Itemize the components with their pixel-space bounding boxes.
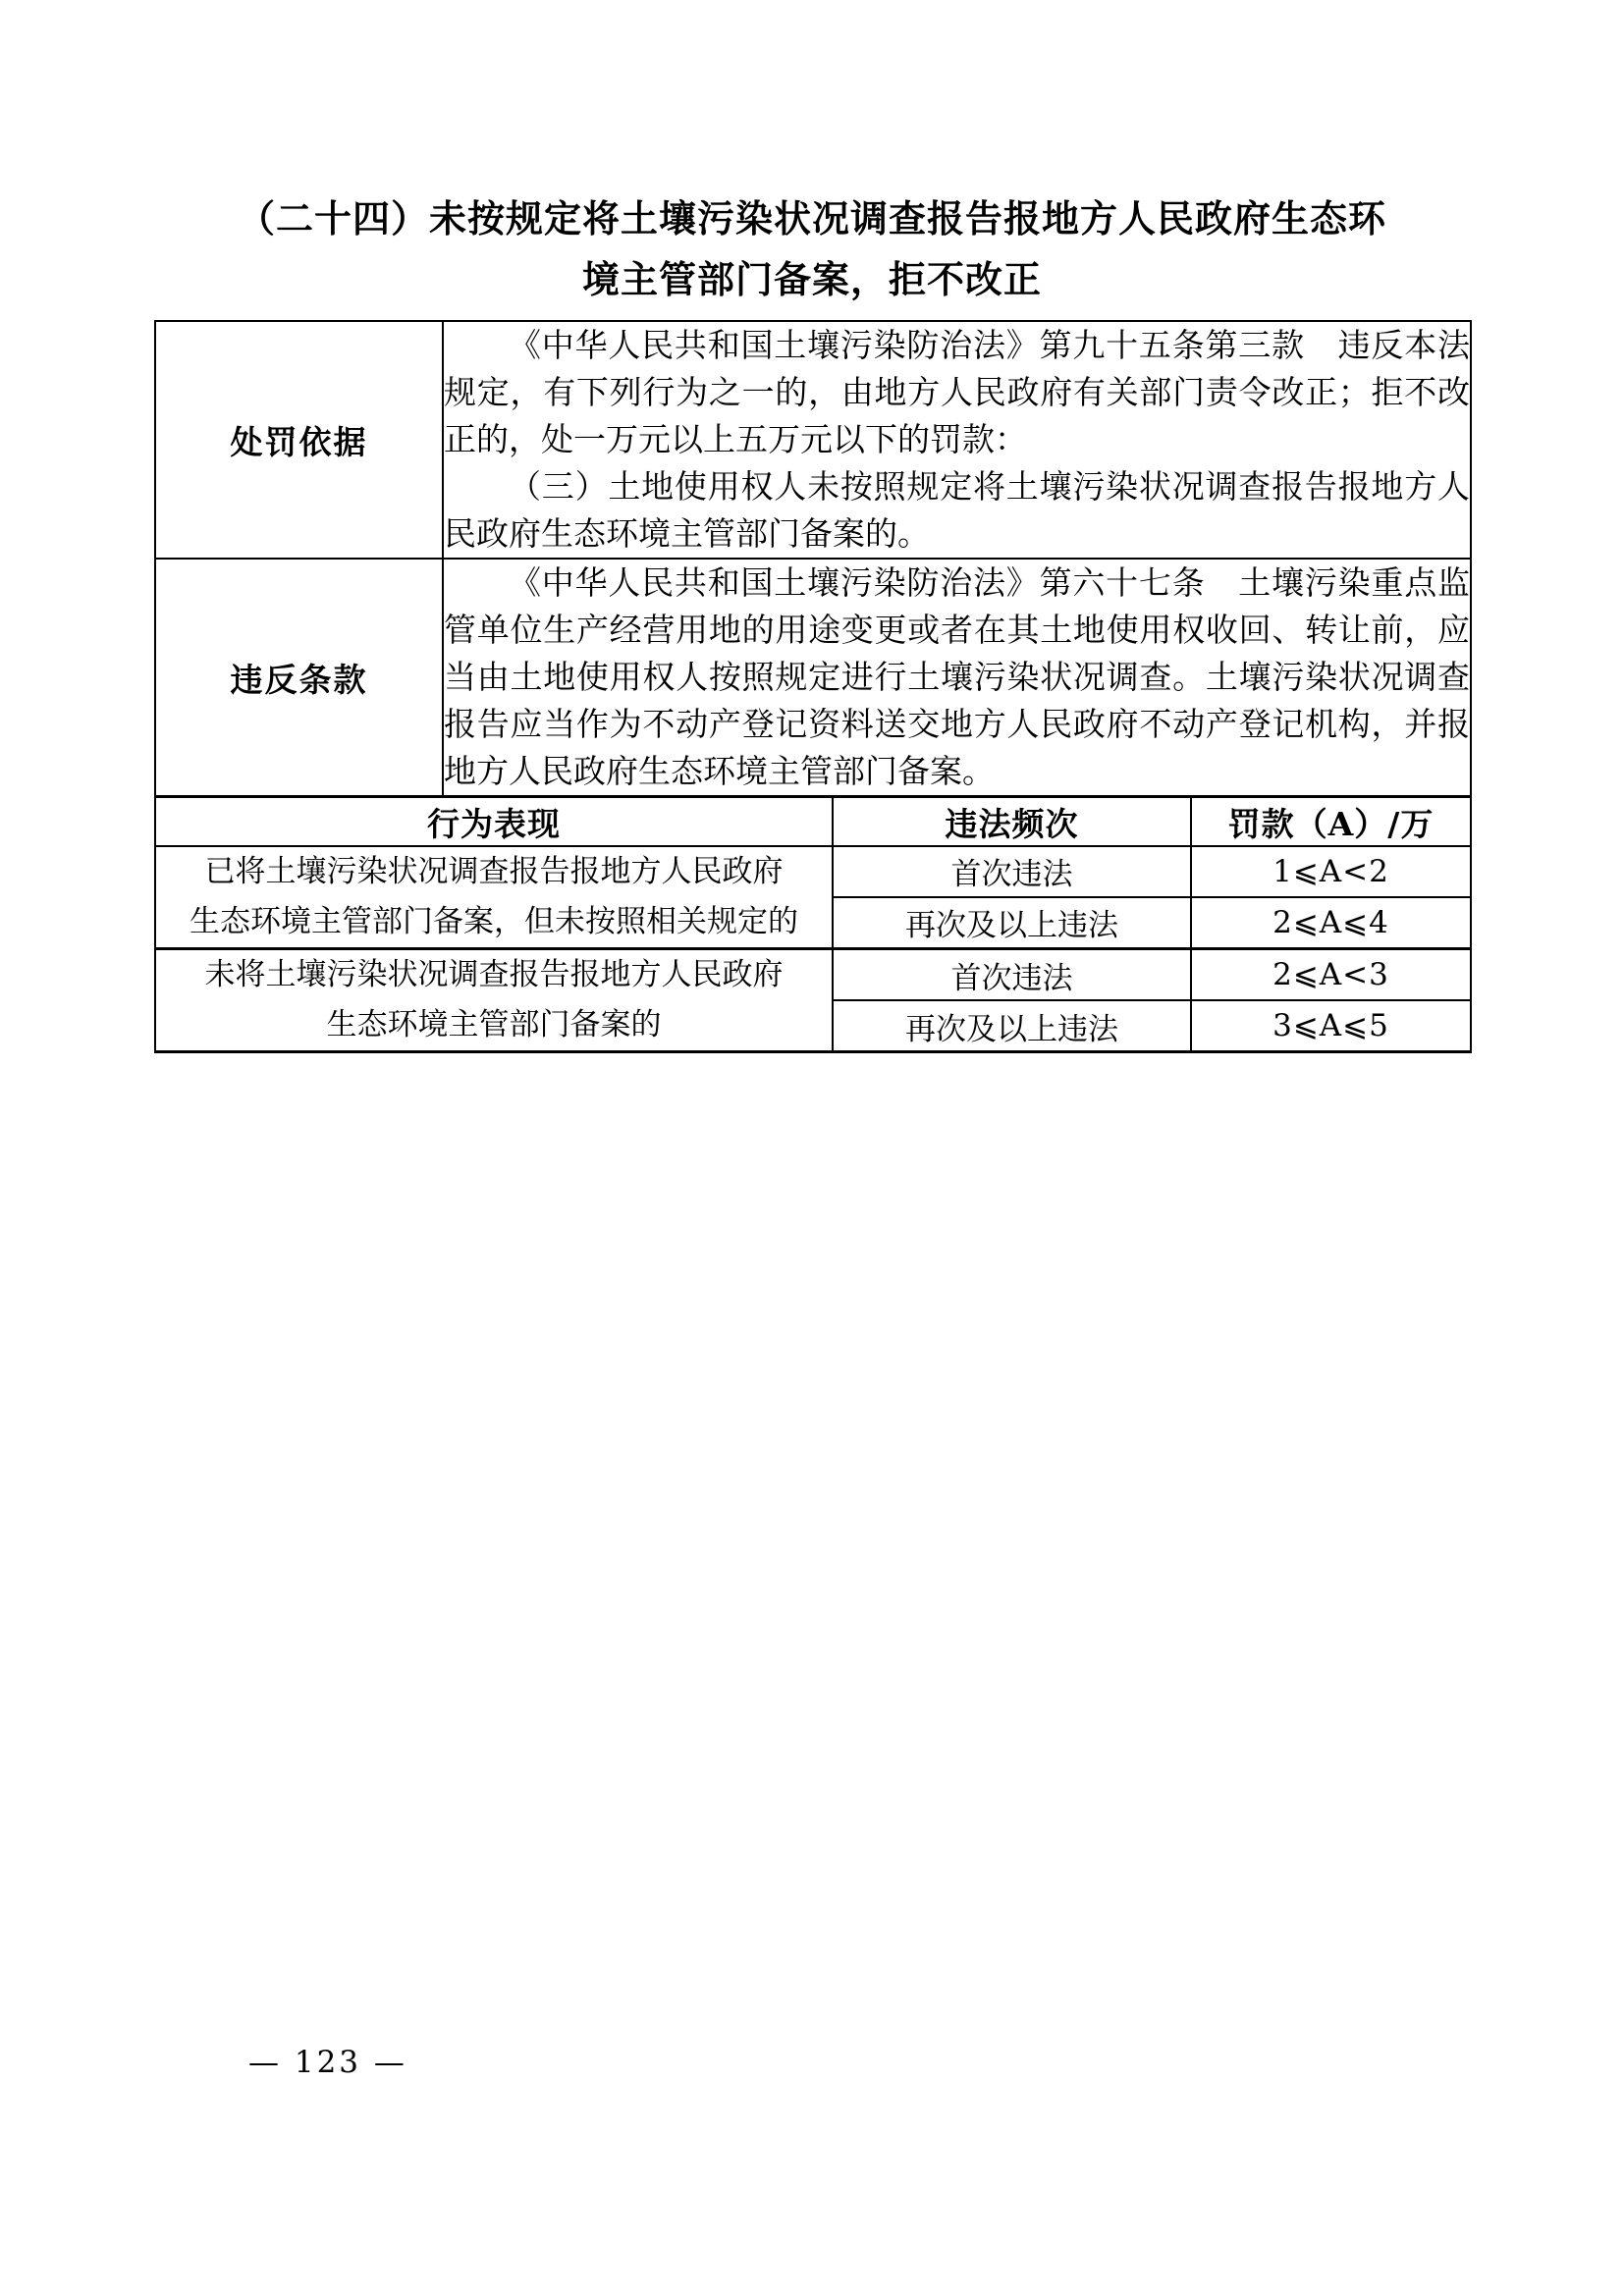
- content-area: [154, 320, 1470, 1053]
- penalty-basis-content: [443, 321, 1471, 559]
- behavior-group2-line1: 未将土壤污染状况调查报告报地方人民政府: [204, 957, 784, 992]
- frequency-cell: 首次违法: [833, 846, 1191, 897]
- penalty-basis-row: [155, 321, 1471, 559]
- violated-clause-line-3: 当由土地使用权人按照规定进行土壤污染状况调查。土壤污染状况调查: [444, 658, 1470, 696]
- title-line-2: 境主管部门备案，拒不改正: [581, 257, 1042, 301]
- fine-standard-table: [154, 798, 1472, 1053]
- violated-clause-content: [443, 559, 1471, 797]
- fine-cell: 2⩽A⩽4: [1191, 897, 1471, 949]
- penalty-basis-line-5: 民政府生态环境主管部门备案的。: [444, 514, 930, 553]
- fine-table-header-row: [155, 798, 1471, 846]
- penalty-basis-line-2: 规定，有下列行为之一的，由地方人民政府有关部门责令改正；拒不改: [444, 373, 1470, 411]
- fine-cell: 2⩽A<3: [1191, 949, 1471, 1001]
- violated-clause-label: 违反条款: [155, 559, 443, 797]
- penalty-basis-line-3: 正的，处一万元以上五万元以下的罚款：: [444, 420, 1027, 458]
- fine-cell: 1⩽A<2: [1191, 846, 1471, 897]
- behavior-cell-group1: [155, 846, 833, 949]
- document-title: [0, 0, 1624, 310]
- behavior-group2-line2: 生态环境主管部门备案的: [326, 1007, 662, 1042]
- violated-clause-line-4: 报告应当作为不动产登记资料送交地方人民政府不动产登记机构，并报: [444, 705, 1470, 743]
- frequency-cell: 再次及以上违法: [833, 897, 1191, 949]
- violated-clause-line-2: 管单位生产经营用地的用途变更或者在其土地使用权收回、转让前，应: [444, 611, 1470, 649]
- fine-cell: 3⩽A⩽5: [1191, 1000, 1471, 1052]
- header-fine: 罚款（A）/万: [1191, 798, 1471, 846]
- violated-clause-row: [155, 559, 1471, 797]
- frequency-cell: 再次及以上违法: [833, 1000, 1191, 1052]
- violated-clause-line-5: 地方人民政府生态环境主管部门备案。: [444, 752, 995, 790]
- penalty-info-table: [154, 320, 1472, 798]
- penalty-basis-line-1: 《中华人民共和国土壤污染防治法》第九十五条第三款 违反本法: [509, 326, 1470, 364]
- table-row-group2-first: [155, 949, 1471, 1001]
- frequency-cell: 首次违法: [833, 949, 1191, 1001]
- penalty-basis-line-4: （三）土地使用权人未按照规定将土壤污染状况调查报告报地方人: [509, 467, 1470, 506]
- behavior-group1-line2: 生态环境主管部门备案，但未按照相关规定的: [189, 904, 798, 939]
- page-number: — 123 —: [248, 2045, 407, 2080]
- header-behavior: 行为表现: [155, 798, 833, 846]
- behavior-group1-line1: 已将土壤污染状况调查报告报地方人民政府: [204, 854, 784, 889]
- title-line-1: （二十四）未按规定将土壤污染状况调查报告报地方人民政府生态环: [237, 196, 1386, 240]
- table-row-group1-first: [155, 846, 1471, 897]
- header-frequency: 违法频次: [833, 798, 1191, 846]
- violated-clause-line-1: 《中华人民共和国土壤污染防治法》第六十七条 土壤污染重点监: [509, 563, 1470, 602]
- penalty-basis-label: 处罚依据: [155, 321, 443, 559]
- behavior-cell-group2: [155, 949, 833, 1052]
